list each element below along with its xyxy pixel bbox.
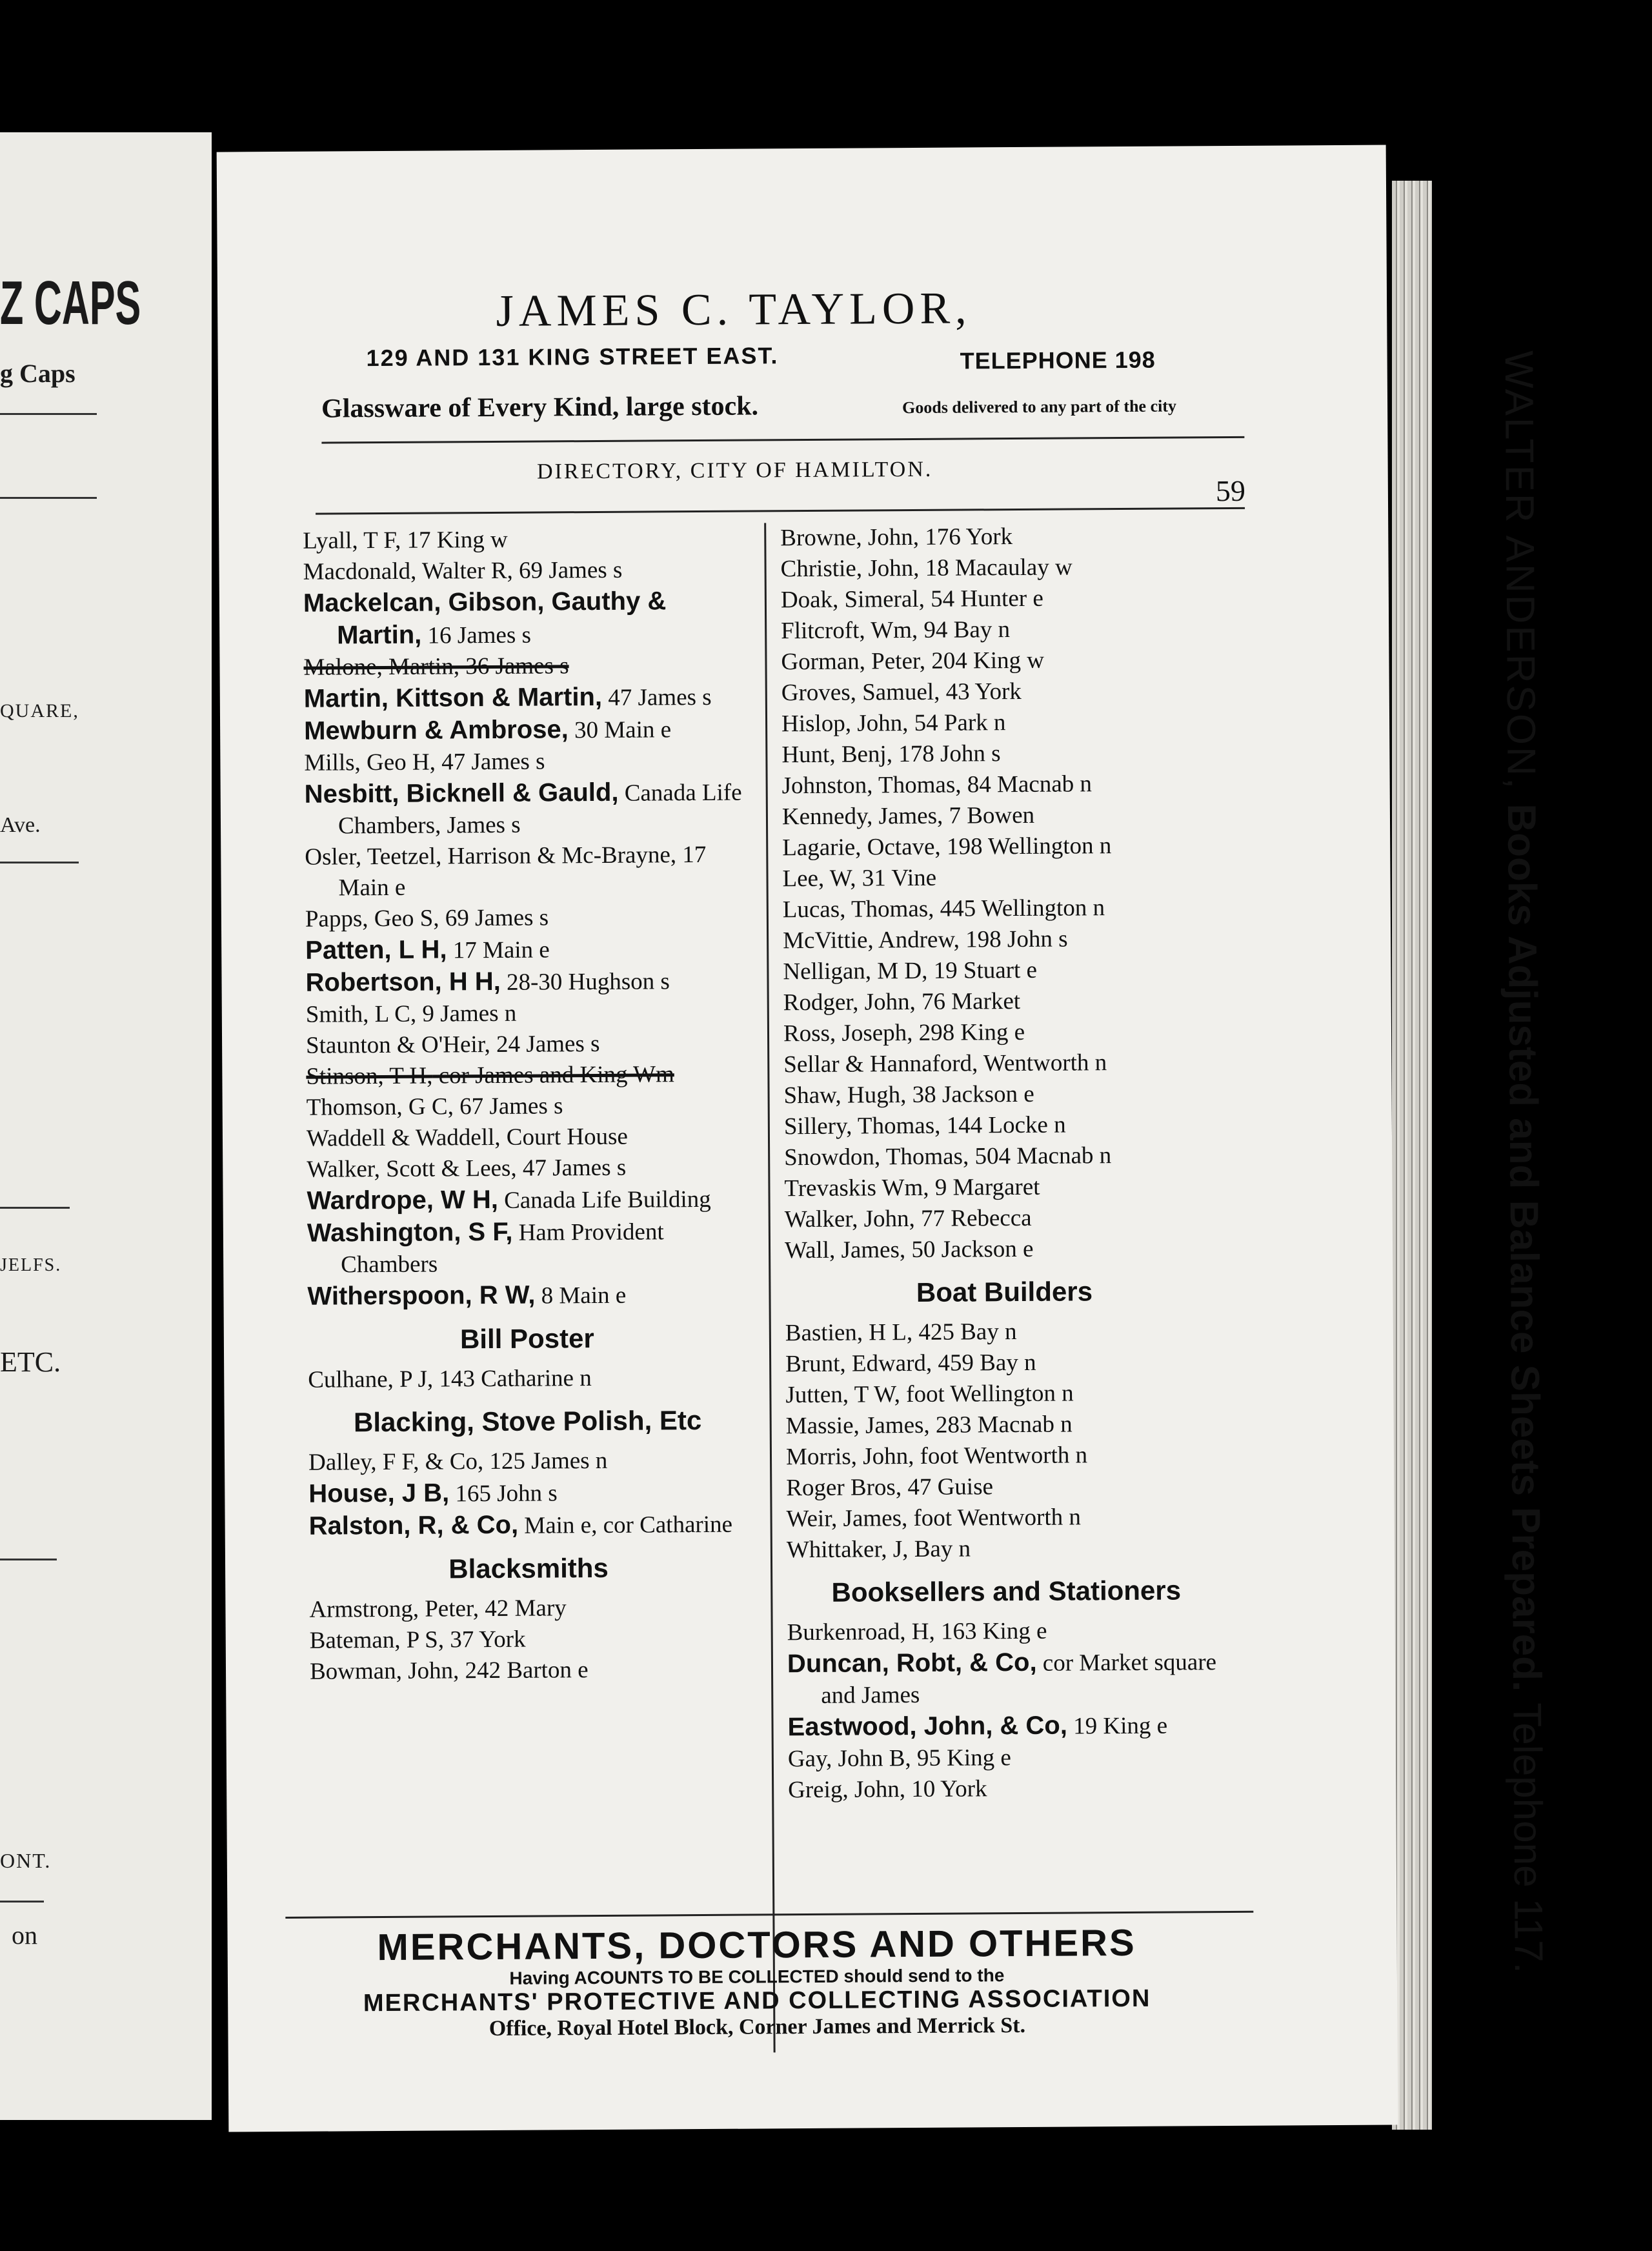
entry-address: 18 Macaulay w xyxy=(919,554,1073,581)
entry-address: 36 James s xyxy=(459,652,569,680)
entry-name: Thomson, G C, xyxy=(306,1093,454,1121)
left-fragment-square: QUARE, xyxy=(0,700,79,722)
directory-entry xyxy=(780,551,1219,585)
facing-page-fragment xyxy=(0,132,212,2120)
advertiser-name: JAMES C. TAYLOR, xyxy=(496,283,972,336)
category-heading: Boat Builders xyxy=(916,1276,1093,1307)
entry-address: 37 York xyxy=(443,1626,526,1653)
left-fragment-jelfs: JELFS. xyxy=(0,1255,62,1275)
directory-entry xyxy=(787,1646,1227,1711)
entry-address: 198 John s xyxy=(959,925,1068,953)
entry-address: 47 James s xyxy=(435,748,545,776)
directory-entry xyxy=(307,1152,745,1186)
directory-entry xyxy=(781,613,1220,647)
directory-entry xyxy=(310,1623,749,1657)
advertiser-delivery: Goods delivered to any part of the city xyxy=(902,396,1177,418)
left-fragment-caps-sub: g Caps xyxy=(0,359,76,388)
directory-entry xyxy=(783,1078,1222,1111)
entry-address: 17 King w xyxy=(401,526,508,554)
entry-address: Court House xyxy=(500,1123,629,1151)
directory-entry xyxy=(781,706,1220,740)
entry-name: Eastwood, John, & Co, xyxy=(787,1711,1068,1742)
directory-entry xyxy=(307,1183,745,1218)
directory-entry xyxy=(781,675,1220,709)
entry-name: McVittie, Andrew, xyxy=(783,926,960,954)
entry-address: foot Wentworth n xyxy=(914,1442,1088,1469)
entry-name: Shaw, Hugh, xyxy=(783,1082,907,1109)
directory-entry xyxy=(307,1278,746,1313)
directory-entry xyxy=(783,954,1222,987)
entry-name: Massie, James, xyxy=(785,1411,930,1440)
entry-name: House, J B, xyxy=(308,1479,450,1508)
entry-address: 54 Hunter e xyxy=(924,585,1043,612)
entry-name: Walker, Scott & Lees, xyxy=(307,1155,517,1183)
directory-entry xyxy=(782,799,1221,833)
entry-name: Mackelcan, Gibson, Gauthy & Martin, xyxy=(303,587,667,650)
entry-name: Sellar & Hannaford, xyxy=(783,1050,978,1078)
directory-entry xyxy=(307,1090,745,1124)
entry-name: Greig, John, xyxy=(788,1776,906,1804)
left-fragment-on: on xyxy=(12,1921,37,1950)
advertiser-tagline: Glassware of Every Kind, large stock. xyxy=(321,391,759,424)
entry-name: Doak, Simeral, xyxy=(780,585,925,614)
entry-name: Martin, Kittson & Martin, xyxy=(303,682,603,713)
entry-name: Brunt, Edward, xyxy=(785,1349,932,1378)
advertiser-header xyxy=(217,285,1250,336)
entry-address: 47 James s xyxy=(601,683,712,711)
entry-address: 54 Park n xyxy=(908,709,1006,737)
entry-address: 84 Macnab n xyxy=(961,771,1093,798)
entry-address: Main e, cor Catharine xyxy=(518,1511,733,1539)
running-head: DIRECTORY, CITY OF HAMILTON. xyxy=(536,457,933,484)
entry-address: 165 John s xyxy=(449,1480,558,1508)
collection-ad-address: Office, Royal Hotel Block, Corner James and Merrick St. xyxy=(489,2013,1026,2041)
entry-name: Sillery, Thomas, xyxy=(783,1112,941,1140)
entry-name: Macdonald, Walter R, xyxy=(303,557,513,585)
directory-entry xyxy=(309,1508,748,1543)
entry-address: 17 Main e xyxy=(447,936,550,964)
running-head-rule xyxy=(316,507,1245,515)
entry-name: Weir, James, xyxy=(786,1505,908,1533)
entry-name: Groves, Samuel, xyxy=(781,678,940,707)
entry-name: Witherspoon, R W, xyxy=(307,1280,536,1311)
entry-name: Patten, L H, xyxy=(305,935,447,965)
entry-name: Lucas, Thomas, xyxy=(782,895,934,924)
entry-address: 19 Stuart e xyxy=(927,956,1038,984)
entry-name: Flitcroft, Wm, xyxy=(781,616,918,645)
entry-address: 125 James n xyxy=(483,1447,608,1475)
left-fragment-ont: ONT. xyxy=(0,1849,52,1872)
entry-address: 47 James s xyxy=(516,1154,627,1182)
entry-address: 178 John s xyxy=(892,740,1001,768)
entry-name: Lagarie, Octave, xyxy=(782,833,941,862)
directory-entry xyxy=(304,681,743,716)
entry-address: 504 Macnab n xyxy=(969,1142,1112,1170)
entry-address: Bay n xyxy=(908,1535,971,1563)
entry-address: 42 Mary xyxy=(478,1595,567,1622)
entry-name: Johnston, Thomas, xyxy=(781,771,962,800)
directory-entry xyxy=(787,1709,1226,1744)
directory-entry xyxy=(783,985,1222,1018)
directory-entry xyxy=(307,1215,747,1281)
entry-name: Lyall, T F, xyxy=(303,527,401,554)
directory-entry xyxy=(788,1772,1227,1806)
entry-address: 19 King e xyxy=(1067,1712,1168,1740)
collection-ad-subline: Having ACOUNTS TO BE COLLECTED should send to the xyxy=(509,1965,1005,1988)
entry-name: Waddell & Waddell, xyxy=(306,1124,501,1152)
entry-name: Hislop, John, xyxy=(781,710,909,738)
directory-entry xyxy=(307,1121,745,1155)
entry-address: Ham Provident Chambers xyxy=(341,1218,664,1278)
entry-name: Nesbitt, Bicknell & Gauld, xyxy=(304,778,619,809)
directory-entry xyxy=(785,1315,1224,1349)
entry-name: Armstrong, Peter, xyxy=(309,1595,479,1623)
directory-entry xyxy=(788,1741,1227,1775)
entry-address: 204 King w xyxy=(925,647,1045,674)
page-number: 59 xyxy=(1215,474,1246,508)
advertiser-address: 129 AND 131 KING STREET EAST. xyxy=(366,342,779,372)
directory-entry xyxy=(782,768,1221,802)
directory-entry xyxy=(787,1615,1226,1648)
entry-name: Washington, S F, xyxy=(307,1217,513,1247)
category-heading: Booksellers and Stationers xyxy=(831,1575,1182,1608)
directory-entry xyxy=(305,776,744,842)
entry-address: 30 Main e xyxy=(568,716,672,744)
directory-entry xyxy=(785,1346,1224,1380)
entry-name: Bowman, John, xyxy=(309,1657,459,1685)
directory-entry xyxy=(786,1439,1225,1473)
entry-address: 31 Vine xyxy=(856,864,937,892)
entry-name: Burkenroad, H, xyxy=(787,1618,935,1646)
entry-address: 8 Main e xyxy=(535,1282,627,1309)
entry-address: 7 Bowen xyxy=(943,802,1035,829)
directory-entry xyxy=(303,523,741,557)
sideways-advertisement xyxy=(1489,350,1558,2196)
entry-address: 10 York xyxy=(905,1775,987,1803)
directory-entry xyxy=(786,1470,1225,1504)
entry-name: Robertson, H H, xyxy=(305,967,501,997)
left-fragment-caps: Z CAPS xyxy=(0,268,141,338)
directory-entry xyxy=(782,830,1221,863)
entry-address: 76 Market xyxy=(915,987,1021,1015)
directory-entry xyxy=(304,713,743,748)
directory-entry xyxy=(305,965,744,1000)
entry-address: 242 Barton e xyxy=(459,1657,589,1684)
directory-entry xyxy=(308,1445,747,1479)
entry-address: 69 James s xyxy=(512,556,623,584)
entry-name: Wardrope, W H, xyxy=(307,1185,499,1215)
entry-name: Staunton & O'Heir, xyxy=(305,1031,490,1059)
entry-name: Bastien, H L, xyxy=(785,1319,913,1347)
entry-name: Jutten, T W, xyxy=(785,1381,901,1409)
entry-name: Snowdon, Thomas, xyxy=(784,1143,969,1171)
entry-address: 67 James s xyxy=(453,1093,563,1120)
entry-name: Stinson, T H, xyxy=(306,1062,433,1090)
directory-entry xyxy=(783,1047,1222,1080)
directory-entry xyxy=(784,1140,1223,1173)
entry-address: cor James and King Wm xyxy=(432,1061,674,1089)
directory-entry xyxy=(783,1016,1222,1049)
left-fragment-ave: Ave. xyxy=(0,813,41,837)
category-heading: Blacksmiths xyxy=(448,1552,609,1584)
entry-address: 69 James s xyxy=(439,904,549,932)
directory-entry xyxy=(305,840,744,904)
entry-name: Rodger, John, xyxy=(783,988,916,1016)
directory-entry xyxy=(305,902,744,935)
page-edge xyxy=(1392,181,1432,2130)
entry-address: 95 King e xyxy=(911,1744,1012,1772)
directory-entry xyxy=(780,520,1219,554)
entry-name: Nelligan, M D, xyxy=(783,957,928,985)
entry-address: foot Wellington n xyxy=(900,1380,1074,1408)
entry-name: Browne, John, xyxy=(780,523,920,552)
left-rule xyxy=(0,497,97,499)
entry-address: 47 Guise xyxy=(902,1473,994,1501)
entry-name: Trevaskis Wm, xyxy=(784,1174,929,1202)
category-heading: Blacking, Stove Polish, Etc xyxy=(353,1405,702,1438)
entry-address: 198 Wellington n xyxy=(940,833,1112,860)
entry-name: Morris, John, xyxy=(785,1442,914,1471)
entry-address: 283 Macnab n xyxy=(929,1411,1073,1438)
entry-name: Osler, Teetzel, Harrison & Mc-Brayne, xyxy=(305,842,677,871)
directory-column-left xyxy=(303,523,749,1688)
directory-entry xyxy=(309,1592,748,1626)
sideways-ad-tagline: Books Adjusted and Balance Sheets Prepared. xyxy=(1498,803,1549,1703)
collection-ad xyxy=(272,1921,1241,2043)
directory-entry xyxy=(782,861,1221,894)
left-rule xyxy=(0,1901,44,1903)
entry-name: Gay, John B, xyxy=(787,1745,911,1773)
directory-entry xyxy=(305,933,744,967)
entry-address: 24 James s xyxy=(490,1030,600,1058)
collection-ad-headline: MERCHANTS, DOCTORS AND OTHERS xyxy=(377,1921,1136,1969)
entry-address: 176 York xyxy=(918,523,1013,550)
entry-name: Roger Bros, xyxy=(786,1474,902,1502)
entry-name: Whittaker, J, xyxy=(786,1536,909,1564)
directory-entry xyxy=(306,1028,745,1062)
left-rule xyxy=(0,1207,70,1209)
entry-name: Mewburn & Ambrose, xyxy=(303,715,569,745)
entry-name: Ralston, R, & Co, xyxy=(308,1510,519,1540)
directory-entry xyxy=(308,1476,747,1511)
entry-address: Canada Life Building xyxy=(498,1186,711,1214)
entry-name: Christie, John, xyxy=(780,554,920,583)
entry-name: Hunt, Benj, xyxy=(781,741,893,769)
entry-address: Wentworth n xyxy=(978,1049,1107,1077)
directory-entry xyxy=(785,1233,1224,1266)
entry-address: 38 Jackson e xyxy=(906,1080,1034,1109)
entry-address: 94 Bay n xyxy=(918,616,1011,643)
directory-entry xyxy=(781,582,1220,616)
directory-entry xyxy=(783,923,1222,956)
sideways-ad-name: WALTER ANDERSON, xyxy=(1496,350,1544,804)
entry-address: 43 York xyxy=(940,678,1022,705)
entry-address: 459 Bay n xyxy=(932,1349,1036,1377)
directory-entry-struck xyxy=(306,1059,745,1093)
entry-address: 17 Main e xyxy=(338,841,707,902)
directory-entry xyxy=(784,1171,1223,1204)
directory-entry xyxy=(784,1109,1223,1142)
directory-entry xyxy=(303,585,743,652)
entry-name: Bateman, P S, xyxy=(309,1626,445,1654)
entry-address: 16 James s xyxy=(421,621,532,649)
directory-entry xyxy=(303,554,741,588)
entry-address: 163 King e xyxy=(934,1617,1047,1645)
sideways-ad-telephone: Telephone 117. xyxy=(1504,1702,1551,1974)
entry-name: Duncan, Robt, & Co, xyxy=(787,1648,1037,1679)
directory-entry xyxy=(785,1377,1224,1411)
entry-address: 425 Bay n xyxy=(912,1318,1017,1346)
entry-name: Papps, Geo S, xyxy=(305,905,439,933)
left-rule xyxy=(0,1559,57,1560)
entry-name: Mills, Geo H, xyxy=(304,749,436,776)
entry-name: Dalley, F F, & Co, xyxy=(308,1448,484,1476)
entry-name: Culhane, P J, xyxy=(308,1366,434,1393)
entry-address: Canada Life Chambers, James s xyxy=(337,779,742,840)
entry-name: Walker, John, xyxy=(784,1205,915,1233)
directory-entry xyxy=(304,745,743,779)
entry-address: cor Market square and James xyxy=(821,1649,1217,1709)
directory-entry xyxy=(787,1532,1225,1566)
entry-address: foot Wentworth n xyxy=(907,1504,1082,1532)
entry-name: Gorman, Peter, xyxy=(781,647,926,676)
directory-entry xyxy=(781,737,1220,771)
column-divider xyxy=(764,523,775,2052)
collection-ad-association: MERCHANTS' PROTECTIVE AND COLLECTING ASSOCIATION xyxy=(363,1984,1151,2017)
directory-entry xyxy=(786,1501,1225,1535)
entry-name: Ross, Joseph, xyxy=(783,1019,913,1047)
directory-page xyxy=(217,145,1551,2132)
directory-entry xyxy=(306,997,745,1031)
left-rule xyxy=(0,413,97,415)
entry-name: Smith, L C, xyxy=(305,1000,417,1028)
entry-address: 9 James n xyxy=(416,1000,517,1027)
directory-entry xyxy=(783,892,1222,925)
directory-entry xyxy=(786,1408,1225,1442)
entry-address: 143 Catharine n xyxy=(433,1365,592,1393)
entry-address: 144 Locke n xyxy=(940,1111,1066,1139)
entry-address: 28-30 Hughson s xyxy=(500,968,670,996)
directory-entry-struck xyxy=(303,650,742,683)
directory-entry xyxy=(785,1202,1224,1235)
entry-address: 298 King e xyxy=(912,1018,1025,1046)
directory-entry xyxy=(308,1362,747,1396)
entry-address: 445 Wellington n xyxy=(934,894,1105,922)
category-heading: Bill Poster xyxy=(459,1323,594,1355)
directory-entry xyxy=(310,1654,749,1688)
entry-name: Malone, Martin, xyxy=(303,653,460,681)
directory-entry xyxy=(781,644,1220,678)
left-fragment-etc: ETC. xyxy=(0,1346,61,1378)
entry-name: Lee, W, xyxy=(782,865,856,893)
advertiser-telephone: TELEPHONE 198 xyxy=(960,346,1156,374)
footer-rule xyxy=(285,1911,1253,1919)
entry-address: 50 Jackson e xyxy=(905,1235,1034,1264)
header-rule xyxy=(321,436,1244,444)
left-rule xyxy=(0,862,79,863)
entry-name: Wall, James, xyxy=(784,1237,906,1264)
entry-address: 77 Rebecca xyxy=(914,1204,1032,1232)
directory-column-right xyxy=(780,520,1227,1806)
entry-name: Kennedy, James, xyxy=(781,802,943,831)
entry-address: 9 Margaret xyxy=(929,1173,1040,1201)
